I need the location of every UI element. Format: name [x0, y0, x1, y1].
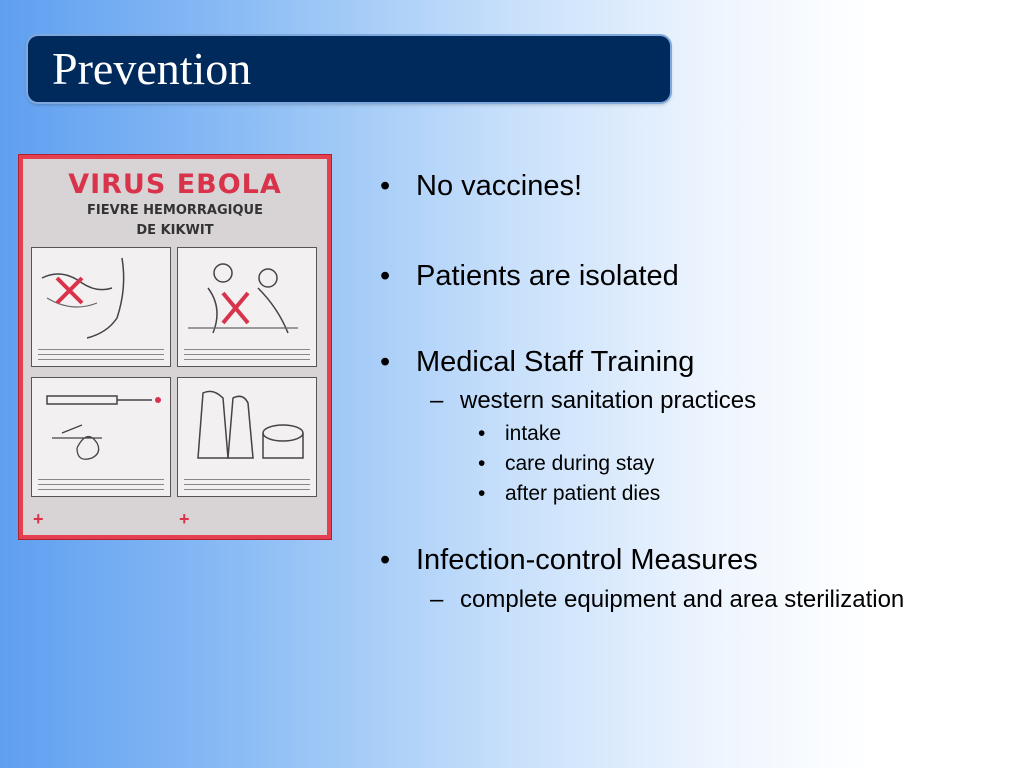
- bullet-text: Medical Staff Training: [416, 346, 695, 378]
- red-cross-logo-right: +: [179, 509, 190, 529]
- sub-sub-bullet-text: care during stay: [505, 452, 655, 475]
- poster-subheading-1: FIEVRE HEMORRAGIQUE: [87, 203, 263, 218]
- sub-sub-bullet-text: intake: [505, 422, 562, 445]
- bullet-marker: •: [478, 482, 486, 505]
- bullet-marker: •: [380, 346, 391, 378]
- bullet-marker: •: [380, 260, 391, 292]
- bullet-marker: •: [380, 170, 391, 202]
- poster-subheading-2: DE KIKWIT: [136, 223, 214, 238]
- bullet-text: Infection-control Measures: [416, 544, 758, 576]
- dash-marker: –: [430, 387, 444, 414]
- bullet-marker: •: [478, 422, 486, 445]
- dash-marker: –: [430, 586, 444, 613]
- bullet-text: No vaccines!: [416, 170, 583, 202]
- slide-title: Prevention: [52, 43, 252, 94]
- sub-bullet-text: complete equipment and area sterilization: [460, 586, 905, 613]
- sub-sub-bullet-text: after patient dies: [505, 482, 661, 505]
- bullet-marker: •: [478, 452, 486, 475]
- red-cross-logo-left: +: [33, 509, 44, 529]
- bullet-marker: •: [380, 544, 391, 576]
- sub-bullet-text: western sanitation practices: [460, 387, 757, 414]
- bullet-text: Patients are isolated: [416, 260, 679, 292]
- poster-heading: VIRUS EBOLA: [68, 169, 282, 200]
